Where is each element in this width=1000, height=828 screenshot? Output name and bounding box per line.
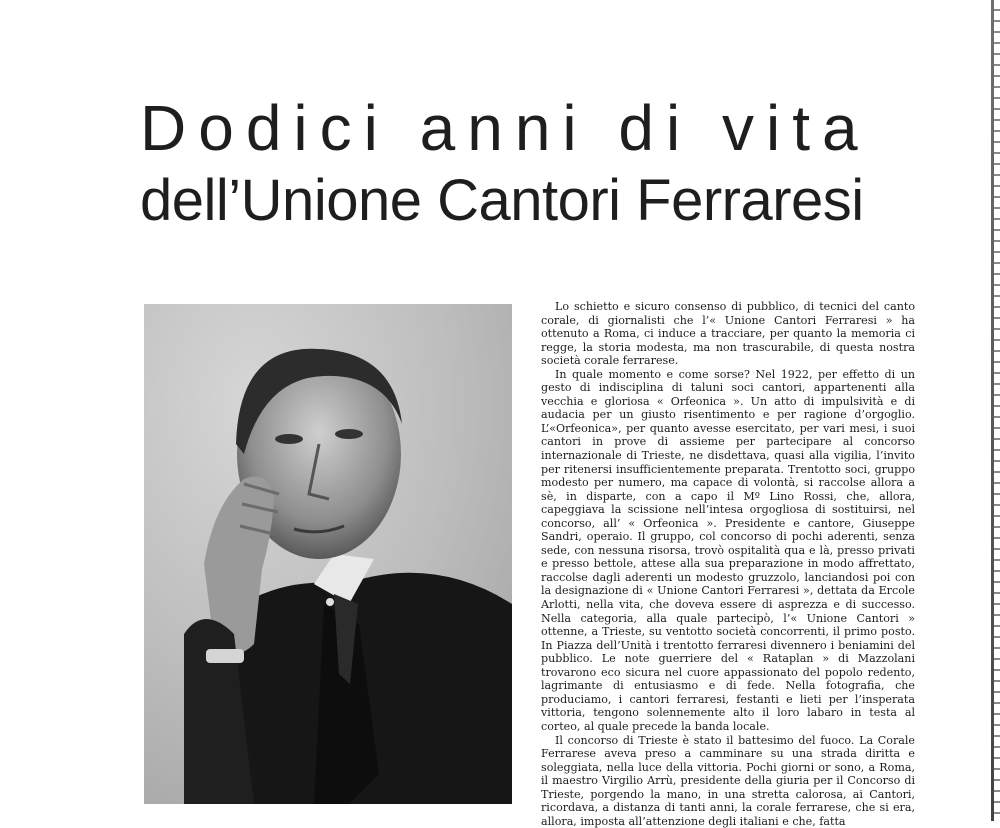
portrait-illustration: [144, 304, 512, 804]
article-paragraph: Il concorso di Trieste è stato il battesimo del fuoco. La Corale Ferrarese aveva preso a camminare su una strada diritta e soleggiata, nella luce della vittoria. Pochi giorni or sono, a Roma, il maestro Virgilio Arrù, presidente della giuria per il Concorso di Trieste, porgendo la mano, in una stretta calorosa, ai Cantori, ricordava, a distanza di tanti anni, la corale ferrarese, che si era, allora, imposta all’attenzione degli italiani e che, fatta: [541, 734, 915, 828]
article-paragraph: Lo schietto e sicuro consenso di pubblico, di tecnici del canto corale, di giornalisti che l’« Unione Cantori Ferraresi » ha ottenuto a Roma, ci induce a tracciare, per quanto la memoria ci regge, la storia modesta, ma non trascurabile, di questa nostra società corale ferrarese.: [541, 300, 915, 368]
title-line-1: Dodici anni di vita: [140, 96, 920, 160]
article-paragraph: In quale momento e come sorse? Nel 1922, per effetto di un gesto di indisciplina di taluni soci cantori, appartenenti alla vecchia e gloriosa « Orfeonica ». Un atto di impulsività e di audacia per un giusto risentimento e per ragione d’orgoglio. L’«Orfeonica», per quanto avesse esercitato, per vari mesi, i suoi cantori in prove di assieme per partecipare al concorso internazionale di Trieste, ne disdettava, quasi alla vigilia, l’invito per ritenersi insufficientemente preparata. Trentotto soci, gruppo modesto per numero, ma capace di volontà, si raccolse allora a sè, in disparte, con a capo il Mº Lino Rossi, che, allora, capeggiava la scissione nell’intesa orgogliosa di sostituirsi, nel concorso, all’ « Orfeonica ». Presidente e cantore, Giuseppe Sandri, operaio. Il gruppo, col concorso di pochi aderenti, senza sede, con nessuna risorsa, trovò ospitalità qua e là, presso privati e presso bettole, attese alla sua preparazione in modo affrettato, raccolse dagli aderenti un modesto gruzzolo, lanciandosi poi con la designazione di « Unione Cantori Ferraresi », dettata da Ercole Arlotti, nella vita, che doveva essere di asprezza e di successo. Nella categoria, alla quale partecipò, l’« Unione Cantori » ottenne, a Trieste, su ventotto società concorrenti, il primo posto. In Piazza dell’Unità i trentotto ferraresi divennero i beniamini del pubblico. Le note guerriere del « Rataplan » di Mazzolani trovarono eco sicura nel cuore appassionato del popolo redento, lagrimante di entusiasmo e di fede. Nella fotografia, che produciamo, i cantori ferraresi, festanti e lieti per l’insperata vittoria, tengono solennemente alto il loro labaro in testa al corteo, al quale precede la banda locale.: [541, 368, 915, 734]
article-title: [140, 96, 920, 230]
portrait-photo: [144, 304, 512, 804]
article-body: [541, 300, 915, 828]
page-edge-marks: [994, 0, 1000, 821]
title-line-2: dell’Unione Cantori Ferraresi: [140, 172, 920, 230]
